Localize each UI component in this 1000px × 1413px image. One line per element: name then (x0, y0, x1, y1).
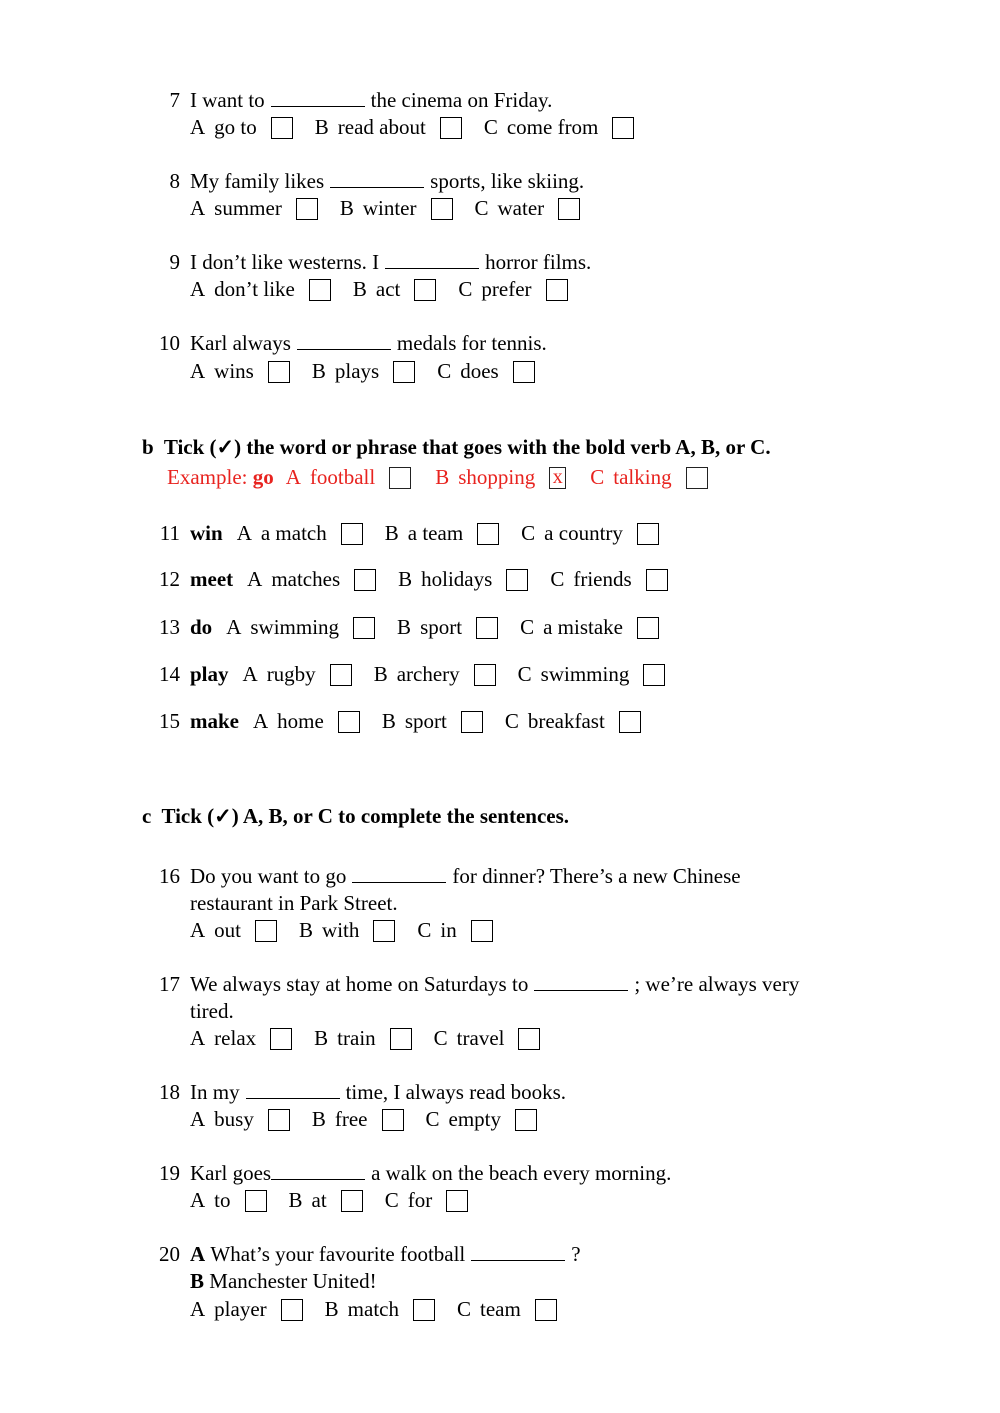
tick-box[interactable] (477, 523, 499, 545)
option-row (190, 1105, 559, 1133)
tick-box[interactable] (513, 361, 535, 383)
option-c (417, 916, 492, 944)
tick-box[interactable] (637, 617, 659, 639)
answer-gap (271, 88, 365, 107)
option-text: swimming (250, 615, 340, 639)
option-text: empty (448, 1107, 502, 1131)
question-number: 13 (159, 615, 180, 639)
option-text: swimming (540, 662, 630, 686)
option-letter: A (190, 359, 206, 383)
option-text: act (375, 277, 401, 301)
answer-gap (246, 1080, 340, 1099)
option-letter: C (433, 1026, 448, 1050)
option-c (484, 113, 635, 141)
option-b (398, 565, 528, 593)
bold-verb: win (190, 521, 223, 545)
question-text (190, 248, 591, 276)
option-letter: A (242, 662, 258, 686)
option-letter: B (314, 115, 329, 139)
tick-box[interactable] (558, 198, 580, 220)
option-letter: A (190, 115, 206, 139)
option-row (190, 565, 690, 593)
answer-gap (330, 169, 424, 188)
option-letter: C (417, 918, 432, 942)
option-text: prefer (481, 277, 532, 301)
option-c (505, 707, 641, 735)
option-a (237, 519, 363, 547)
option-a (190, 1105, 290, 1133)
option-row (190, 1186, 490, 1214)
question-number: 15 (159, 709, 180, 733)
answer-gap (297, 331, 391, 350)
option-letter: C (456, 1297, 471, 1321)
tick-box[interactable] (354, 569, 376, 591)
tick-box[interactable] (341, 523, 363, 545)
option-text: holidays (421, 567, 493, 591)
option-c (434, 1024, 541, 1052)
option-text: shopping (458, 465, 536, 489)
option-b (312, 1105, 404, 1133)
option-b (340, 194, 453, 222)
option-text: wins (214, 359, 254, 383)
question-text-continued: tired. (190, 999, 234, 1023)
option-letter: C (384, 1188, 399, 1212)
option-text: go to (214, 115, 257, 139)
tick-box[interactable] (414, 279, 436, 301)
option-text: winter (362, 196, 417, 220)
option-letter: B (311, 1107, 326, 1131)
question-number: 11 (159, 521, 180, 545)
option-b (353, 275, 437, 303)
answer-gap (271, 1161, 365, 1180)
option-text: sport (420, 615, 463, 639)
tick-box[interactable] (338, 711, 360, 733)
tick-box[interactable] (431, 198, 453, 220)
answer-gap (352, 864, 446, 883)
question-number: 9 (169, 250, 180, 274)
question-number: 20 (159, 1242, 180, 1266)
option-row (190, 916, 515, 944)
option-c (437, 357, 535, 385)
option-text: home (277, 709, 324, 733)
option-letter: C (425, 1107, 440, 1131)
tick-box[interactable] (515, 1109, 537, 1131)
answer-gap (471, 1242, 565, 1261)
option-letter: A (285, 465, 301, 489)
option-b (289, 1186, 363, 1214)
option-text: team (480, 1297, 521, 1321)
bold-verb: play (190, 662, 229, 686)
option-letter: C (437, 359, 452, 383)
tick-box[interactable] (612, 117, 634, 139)
tick-box[interactable] (268, 361, 290, 383)
option-text: out (214, 918, 242, 942)
option-text: matches (271, 567, 341, 591)
tick-box[interactable] (245, 1190, 267, 1212)
text-before-gap: In my (190, 1080, 240, 1104)
tick-box[interactable] (546, 279, 568, 301)
option-text: match (347, 1297, 399, 1321)
option-a (243, 660, 352, 688)
text-after-gap: for dinner? There’s a new Chinese (452, 864, 741, 888)
option-letter: B (398, 567, 413, 591)
option-letter: C (517, 662, 532, 686)
text-after-gap: the cinema on Friday. (370, 88, 553, 112)
option-text: a match (260, 521, 327, 545)
option-c (475, 194, 581, 222)
option-b (382, 707, 483, 735)
option-letter: A (190, 1026, 206, 1050)
question-number: 16 (159, 864, 180, 888)
bold-verb: do (190, 615, 213, 639)
text-after-gap: sports, like skiing. (430, 169, 585, 193)
tick-box[interactable] (268, 1109, 290, 1131)
tick-box[interactable] (413, 1299, 435, 1321)
option-c (518, 660, 666, 688)
text-after-gap: time, I always read books. (345, 1080, 567, 1104)
example-verb: go (252, 465, 274, 489)
text-after-gap: ? (571, 1242, 581, 1266)
option-text: busy (214, 1107, 254, 1131)
question-text (190, 167, 584, 195)
tick-box[interactable] (390, 1028, 412, 1050)
tick-box[interactable] (255, 920, 277, 942)
option-b (325, 1295, 435, 1323)
tick-box[interactable] (296, 198, 318, 220)
question-number: 14 (159, 662, 180, 686)
example-row (167, 463, 732, 491)
option-text: to (214, 1188, 231, 1212)
question-number: 19 (159, 1161, 180, 1185)
option-letter: C (458, 277, 473, 301)
option-letter: B (381, 709, 396, 733)
tick-box[interactable] (373, 920, 395, 942)
tick-box[interactable] (518, 1028, 540, 1050)
tick-box[interactable] (535, 1299, 557, 1321)
option-a (190, 1186, 267, 1214)
text-after-gap: medals for tennis. (396, 331, 547, 355)
option-row (190, 707, 663, 735)
text-after-gap: a walk on the beach every morning. (371, 1161, 672, 1185)
option-row (190, 357, 557, 385)
option-c (385, 1186, 469, 1214)
option-text: friends (573, 567, 632, 591)
option-letter: A (190, 196, 206, 220)
tick-box[interactable] (382, 1109, 404, 1131)
tick-box[interactable] (393, 361, 415, 383)
text-before-gap: Do you want to go (190, 864, 347, 888)
tick-box[interactable] (474, 664, 496, 686)
tick-box[interactable] (309, 279, 331, 301)
option-c (550, 565, 667, 593)
option-letter: A (190, 1297, 206, 1321)
option-text: a team (407, 521, 464, 545)
option-text: at (311, 1188, 327, 1212)
tick-box[interactable] (619, 711, 641, 733)
option-a (190, 357, 290, 385)
option-letter: C (590, 465, 605, 489)
section-b-heading (142, 433, 771, 461)
question-text (190, 970, 799, 998)
option-letter: C (483, 115, 498, 139)
text-before-gap: We always stay at home on Saturdays to (190, 972, 529, 996)
question-text (190, 329, 547, 357)
option-c (426, 1105, 538, 1133)
question-number: 7 (169, 88, 180, 112)
option-letter: B (352, 277, 367, 301)
option-row (190, 660, 687, 688)
option-a (190, 1295, 303, 1323)
option-text: a mistake (543, 615, 623, 639)
question-number: 12 (159, 567, 180, 591)
option-row (190, 1295, 579, 1323)
option-letter: A (190, 277, 206, 301)
bold-verb: make (190, 709, 239, 733)
tick-box[interactable] (646, 569, 668, 591)
question-number: 10 (159, 331, 180, 355)
example-option-a (286, 463, 412, 491)
option-letter: C (520, 615, 535, 639)
question-text (190, 1240, 581, 1268)
section-label: b (142, 435, 154, 459)
option-row (190, 1024, 562, 1052)
tick-box (389, 467, 411, 489)
option-text: summer (214, 196, 282, 220)
option-a (247, 565, 376, 593)
question-text (190, 862, 741, 890)
example-option-b (435, 463, 566, 491)
option-letter: C (550, 567, 565, 591)
option-text: football (309, 465, 376, 489)
option-text: for (407, 1188, 433, 1212)
text-before-gap: My family likes (190, 169, 325, 193)
option-b (397, 613, 498, 641)
option-row (190, 194, 602, 222)
option-text: plays (334, 359, 380, 383)
option-b (312, 357, 415, 385)
option-row (190, 113, 656, 141)
option-text: travel (456, 1026, 505, 1050)
option-letter: C (474, 196, 489, 220)
section-label: c (142, 804, 152, 828)
option-letter: B (299, 918, 314, 942)
tick-box[interactable] (637, 523, 659, 545)
option-text: relax (214, 1026, 257, 1050)
option-letter: B (288, 1188, 303, 1212)
section-instruction: Tick (✓) A, B, or C to complete the sentences. (161, 804, 570, 828)
tick-box[interactable] (446, 1190, 468, 1212)
option-a (253, 707, 360, 735)
option-text: train (337, 1026, 376, 1050)
text-after-gap: horror films. (485, 250, 592, 274)
tick-box[interactable] (281, 1299, 303, 1321)
option-text: with (322, 918, 360, 942)
option-row (190, 275, 590, 303)
option-letter: B (384, 521, 399, 545)
tick-box[interactable] (330, 664, 352, 686)
option-letter: B (397, 615, 412, 639)
section-instruction: Tick (✓) the word or phrase that goes with the bold verb A, B, or C. (163, 435, 771, 459)
option-b (374, 660, 496, 688)
option-letter: B (435, 465, 450, 489)
example-option-c (590, 463, 707, 491)
option-c (457, 1295, 557, 1323)
tick-box (686, 467, 708, 489)
tick-box[interactable] (476, 617, 498, 639)
bold-verb: meet (190, 567, 234, 591)
option-a (190, 1024, 292, 1052)
tick-box-marked: x (549, 467, 566, 489)
option-letter: B (311, 359, 326, 383)
text-before-gap: I want to (190, 88, 265, 112)
text-before-gap: Karl always (190, 331, 291, 355)
option-text: a country (544, 521, 623, 545)
tick-box[interactable] (461, 711, 483, 733)
question-text (190, 86, 552, 114)
section-c-heading (142, 802, 569, 830)
tick-box[interactable] (440, 117, 462, 139)
option-b (314, 1024, 412, 1052)
speaker-b: B (190, 1269, 205, 1293)
option-text: archery (396, 662, 460, 686)
answer-gap (534, 972, 628, 991)
option-c (520, 613, 659, 641)
option-letter: B (324, 1297, 339, 1321)
option-row (190, 613, 681, 641)
option-text: in (440, 918, 457, 942)
option-b (315, 113, 462, 141)
question-number: 17 (159, 972, 180, 996)
option-letter: B (339, 196, 354, 220)
option-letter: B (373, 662, 388, 686)
tick-box[interactable] (506, 569, 528, 591)
option-letter: A (247, 567, 263, 591)
dialogue-text: Manchester United! (209, 1269, 377, 1293)
answer-gap (385, 250, 479, 269)
option-a (190, 916, 277, 944)
dialogue-line-b (190, 1267, 377, 1295)
option-letter: B (314, 1026, 329, 1050)
option-text: don’t like (214, 277, 295, 301)
question-number: 8 (169, 169, 180, 193)
speaker-a: A (190, 1242, 206, 1266)
option-letter: A (190, 918, 206, 942)
tick-box[interactable] (271, 117, 293, 139)
tick-box[interactable] (270, 1028, 292, 1050)
option-text: water (497, 196, 545, 220)
option-text: free (334, 1107, 368, 1131)
option-letter: A (226, 615, 242, 639)
tick-box[interactable] (643, 664, 665, 686)
question-text (190, 1078, 566, 1106)
question-number: 18 (159, 1080, 180, 1104)
option-text: read about (337, 115, 426, 139)
option-letter: A (190, 1107, 206, 1131)
option-a (190, 194, 318, 222)
option-b (385, 519, 499, 547)
tick-box[interactable] (341, 1190, 363, 1212)
example-label: Example: (167, 465, 248, 489)
text-before-gap: I don’t like westerns. I (190, 250, 380, 274)
option-a (190, 275, 331, 303)
option-letter: A (253, 709, 269, 733)
option-text: sport (404, 709, 447, 733)
option-c (458, 275, 567, 303)
tick-box[interactable] (471, 920, 493, 942)
tick-box[interactable] (353, 617, 375, 639)
text-before-gap: Karl goes (190, 1161, 272, 1185)
option-c (521, 519, 659, 547)
option-text: does (460, 359, 499, 383)
question-text-continued: restaurant in Park Street. (190, 891, 398, 915)
option-letter: A (236, 521, 252, 545)
text-after-gap: ; we’re always very (634, 972, 800, 996)
option-b (299, 916, 395, 944)
option-letter: A (190, 1188, 206, 1212)
option-letter: C (504, 709, 519, 733)
option-row (190, 519, 681, 547)
option-letter: C (521, 521, 536, 545)
option-text: come from (506, 115, 599, 139)
option-text: talking (613, 465, 672, 489)
option-text: rugby (266, 662, 316, 686)
option-a (190, 113, 293, 141)
option-text: breakfast (527, 709, 605, 733)
option-a (226, 613, 375, 641)
question-text (190, 1159, 671, 1187)
option-text: player (214, 1297, 267, 1321)
text-before-gap: What’s your favourite football (210, 1242, 466, 1266)
